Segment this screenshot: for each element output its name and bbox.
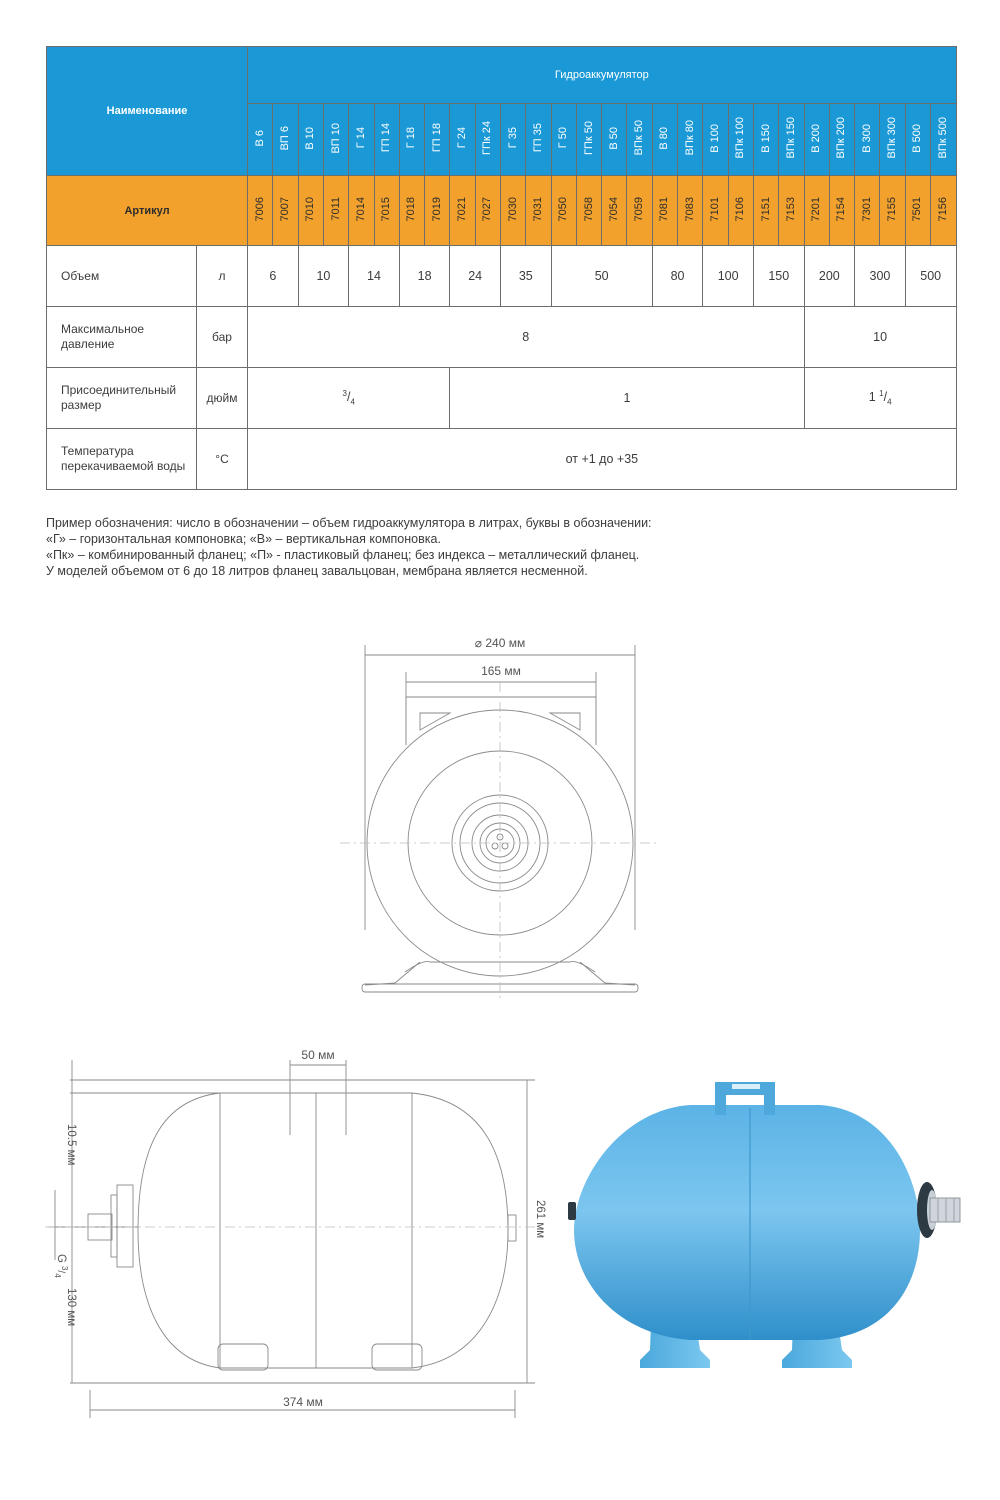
article-number: 7031 [531,196,544,222]
article-number: 7151 [759,196,772,222]
note-line: Пример обозначения: число в обозначении – объем гидроаккумулятора в литрах, буквы в обозначении: [46,516,652,530]
model-name: ГП 35 [531,123,544,153]
pressure-label: Максимальное давление [47,307,197,368]
article-number: 7006 [253,196,266,222]
model-name: В 6 [253,129,266,147]
article-number: 7101 [709,196,721,222]
model-name: В 50 [607,126,620,150]
volume-unit: л [197,246,248,307]
note-line: У моделей объемом от 6 до 18 литров фланец завальцован, мембрана является несменной. [46,564,588,578]
volume-value: 35 [500,246,551,307]
temperature-value: от +1 до +35 [248,429,957,490]
article-number: 7083 [683,196,696,222]
temperature-unit: °С [197,429,248,490]
model-name: В 100 [709,123,721,153]
pressure-unit: бар [197,307,248,368]
article-number: 7027 [481,196,494,222]
thread-label: $G^3/_4$ [53,1254,69,1278]
model-name: ГПк 50 [582,121,595,155]
model-name: ГПк 24 [481,121,494,155]
article-number: 7301 [860,196,873,222]
group-header: Гидроаккумулятор [248,47,957,104]
model-name: ГП 14 [380,123,393,153]
model-name: ВПк 100 [734,117,747,159]
model-name: В 80 [658,126,671,150]
article-number: 7081 [658,196,671,222]
model-name: Г 50 [557,127,570,149]
connection-value: 1 $^1/_4$ [804,368,956,429]
bracket-width-side-label: 50 мм [301,1048,335,1062]
bracket-width-label: 165 мм [481,664,521,678]
article-number: 7153 [784,196,797,222]
article-number: 7015 [380,196,393,222]
volume-value: 24 [450,246,501,307]
article-number: 7501 [911,196,924,222]
model-name: ГП 18 [430,123,443,153]
article-number: 7054 [607,196,620,222]
article-number: 7010 [304,196,317,222]
height-label: 261 мм [534,1200,546,1239]
diameter-label: ⌀ 240 мм [474,636,526,650]
article-number: 7154 [835,196,848,222]
article-number: 7011 [329,197,342,221]
article-number: 7058 [582,196,595,222]
model-name: В 150 [759,123,772,153]
model-name: ВП 10 [329,122,342,154]
connection-value: 1 [450,368,804,429]
article-number: 7059 [633,196,646,222]
axis-height-label: 130 мм [65,1288,77,1327]
model-name: ВП 6 [278,125,291,151]
volume-value: 150 [753,246,804,307]
model-name: В 200 [810,123,823,153]
article-number: 7201 [810,196,823,222]
volume-value: 100 [703,246,754,307]
connection-label: Присоединительный размер [47,368,197,429]
volume-value: 500 [905,246,956,307]
volume-label: Объем [47,246,197,307]
model-name: ВПк 200 [835,117,848,159]
length-label: 374 мм [283,1395,323,1409]
article-number: 7021 [456,196,469,222]
article-header: Артикул [47,176,248,246]
model-name: Г 14 [354,127,367,149]
volume-value: 80 [652,246,703,307]
article-number: 7014 [354,196,367,222]
model-name: Г 24 [456,127,469,149]
connection-value: $^3/_4$ [248,368,450,429]
model-name: Г 35 [506,127,519,149]
article-number: 7106 [734,196,747,222]
connection-unit: дюйм [197,368,248,429]
model-name: ВПк 150 [784,117,797,159]
volume-value: 300 [855,246,906,307]
pressure-value: 8 [248,307,805,368]
top-offset-label: 10.5 мм [65,1124,77,1166]
model-name: В 500 [911,123,924,153]
volume-value: 18 [399,246,450,307]
model-name: ВПк 50 [633,120,646,156]
volume-value: 200 [804,246,855,307]
model-name: В 10 [304,126,317,150]
volume-value: 14 [349,246,400,307]
model-name: В 300 [860,123,873,153]
model-name: Г 18 [405,127,418,149]
tank-product-image [560,1070,980,1400]
temperature-label: Температура перекачиваемой воды [47,429,197,490]
article-number: 7155 [886,196,899,222]
article-number: 7050 [557,196,570,222]
name-header: Наименование [47,47,248,176]
model-name: ВПк 300 [886,117,899,159]
article-number: 7019 [430,196,443,222]
model-name: ВПк 80 [683,120,696,156]
article-number: 7030 [506,196,519,222]
article-number: 7156 [936,196,949,222]
volume-value: 50 [551,246,652,307]
tank-body [574,1105,920,1340]
volume-value: 10 [298,246,349,307]
article-number: 7007 [278,196,291,222]
article-number: 7018 [405,196,418,222]
note-line: «Пк» – комбинированный фланец; «П» - пластиковый фланец; без индекса – металлический фланец. [46,548,640,562]
note-line: «Г» – горизонтальная компоновка; «В» – вертикальная компоновка. [46,532,441,546]
pressure-value: 10 [804,307,956,368]
model-name: ВПк 500 [936,117,949,159]
volume-value: 6 [248,246,299,307]
